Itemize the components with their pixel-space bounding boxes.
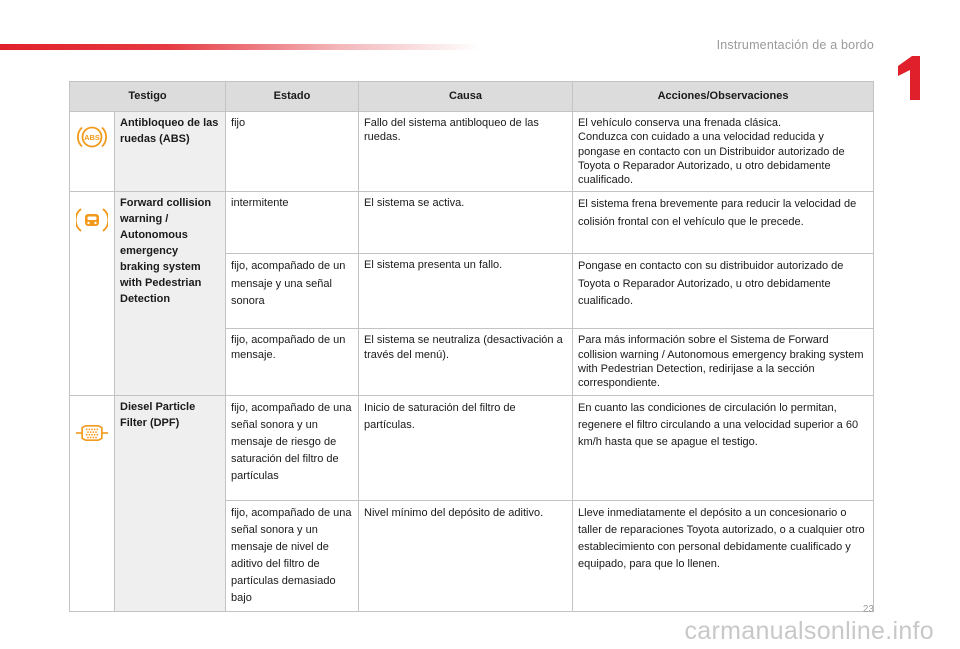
particle-filter-icon: [75, 422, 109, 444]
table-header-row: [70, 82, 874, 112]
warning-name: Forward collision warning / Autonomous emergency braking system with Pedestrian Detection: [115, 192, 226, 395]
warning-lights-table: [69, 81, 874, 612]
warning-name: Antibloqueo de las ruedas (ABS): [115, 112, 226, 192]
warning-name: Diesel Particle Filter (DPF): [115, 395, 226, 611]
icon-cell: [70, 192, 115, 395]
table-row: [70, 395, 874, 500]
section-title: Instrumentación de a bordo: [716, 38, 874, 52]
column-header-testigo: Testigo: [70, 82, 226, 112]
header-accent-bar: [0, 44, 480, 50]
causa-cell: El sistema se activa.: [359, 192, 573, 254]
estado-cell: fijo, acompañado de un mensaje.: [226, 329, 359, 395]
acciones-cell: Lleve inmediatamente el depósito a un concesionario o taller de reparaciones Toyota autorizado, o a cualquier otro establecimiento con personal debidamente cualificado y equipado, para que lo llenen.: [573, 500, 874, 611]
acciones-cell: El vehículo conserva una frenada clásica. Conduzca con cuidado a una velocidad reducida y pongase en contacto con un Distribuidor autorizado de Toyota o Reparador Autorizado, u otro debidamente cualificado.: [573, 112, 874, 192]
icon-cell: [70, 395, 115, 611]
acciones-cell: Pongase en contacto con su distribuidor autorizado de Toyota o Reparador Autorizado, u otro debidamente cualificado.: [573, 254, 874, 329]
causa-cell: El sistema se neutraliza (desactivación a través del menú).: [359, 329, 573, 395]
abs-warning-icon: [77, 124, 107, 150]
chapter-number: [896, 56, 922, 100]
column-header-causa: Causa: [359, 82, 573, 112]
acciones-cell: El sistema frena brevemente para reducir la velocidad de colisión frontal con el vehículo que le precede.: [573, 192, 874, 254]
column-header-estado: Estado: [226, 82, 359, 112]
estado-cell: fijo: [226, 112, 359, 192]
svg-text:ABS: ABS: [84, 133, 100, 142]
table-row: [70, 112, 874, 192]
estado-cell: fijo, acompañado de una señal sonora y un mensaje de nivel de aditivo del filtro de partículas demasiado bajo: [226, 500, 359, 611]
estado-cell: fijo, acompañado de un mensaje y una señal sonora: [226, 254, 359, 329]
causa-cell: El sistema presenta un fallo.: [359, 254, 573, 329]
column-header-acciones: Acciones/Observaciones: [573, 82, 874, 112]
acciones-cell: En cuanto las condiciones de circulación lo permitan, regenere el filtro circulando a una velocidad superior a 60 km/h hasta que se apague el testigo.: [573, 395, 874, 500]
causa-cell: Nivel mínimo del depósito de aditivo.: [359, 500, 573, 611]
watermark: carmanualsonline.info: [684, 617, 934, 645]
icon-cell: [70, 112, 115, 192]
acciones-cell: Para más información sobre el Sistema de Forward collision warning / Autonomous emergency braking system with Pedestrian Detection, redirijase a la sección correspondiente.: [573, 329, 874, 395]
chapter-number-text: 1: [896, 56, 897, 57]
table-row: [70, 192, 874, 254]
estado-cell: intermitente: [226, 192, 359, 254]
causa-cell: Inicio de saturación del filtro de partículas.: [359, 395, 573, 500]
collision-warning-icon: [76, 206, 108, 234]
estado-cell: fijo, acompañado de una señal sonora y un mensaje de riesgo de saturación del filtro de partículas: [226, 395, 359, 500]
page-number: 23: [862, 604, 874, 615]
causa-cell: Fallo del sistema antibloqueo de las ruedas.: [359, 112, 573, 192]
